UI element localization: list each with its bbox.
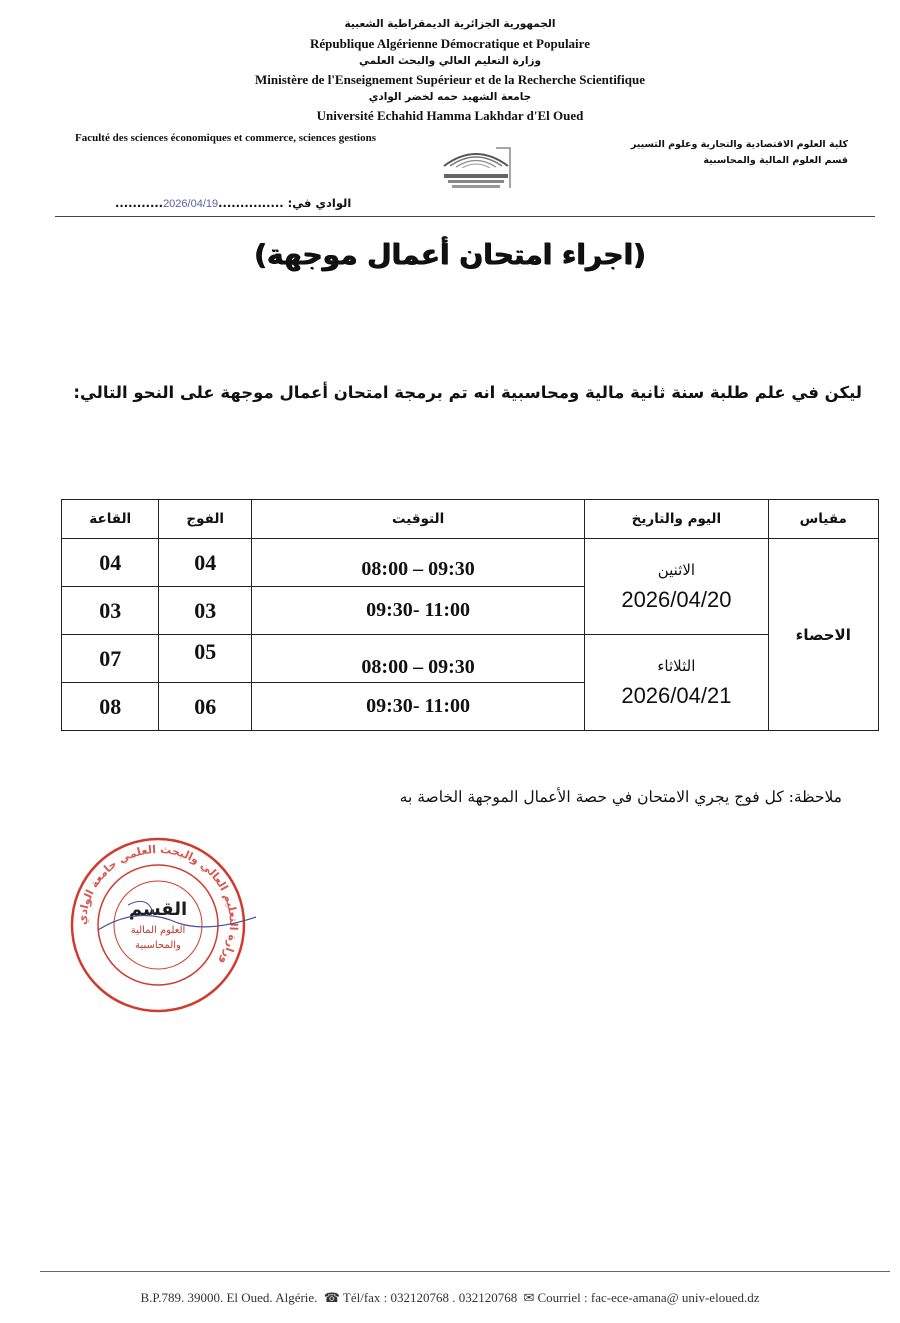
footer-tel: Tél/fax : 032120768 . 032120768 <box>342 1290 518 1305</box>
intro-text: ليكن في علم طلبة سنة ثانية مالية ومحاسبية انه تم برمجة امتحان أعمال موجهة على النحو التالي: <box>73 383 862 402</box>
ministry-fr: Ministère de l'Enseignement Supérieur et de la Recherche Scientifique <box>255 72 645 87</box>
footer <box>0 1290 900 1306</box>
room-cell: 04 <box>62 539 159 587</box>
republic-fr: République Algérienne Démocratique et Populaire <box>310 36 590 51</box>
room-cell: 03 <box>62 587 159 635</box>
header-group: الفوج <box>159 500 251 539</box>
day-name: الثلاثاء <box>657 656 696 675</box>
table-header-row <box>62 500 879 539</box>
date-prefix: الوادي في: <box>287 196 352 210</box>
republic-ar: الجمهورية الجزائرية الديمقراطية الشعبية <box>344 18 556 30</box>
footer-address: B.P.789. 39000. El Oued. Algérie. <box>140 1290 318 1305</box>
table-row <box>62 635 879 683</box>
faculty-ar-block <box>548 137 848 169</box>
page-title: (اجراء امتحان أعمال موجهة) <box>254 238 646 271</box>
day-date: 2026/04/20 <box>621 586 732 612</box>
group-cell: 04 <box>159 539 251 587</box>
table-row <box>62 539 879 587</box>
date-value: 2026/04/19 <box>163 198 219 210</box>
header-divider <box>55 216 875 217</box>
group-cell: 06 <box>159 683 251 731</box>
faculty-ar: كلية العلوم الاقتصادية والتجارية وعلوم التسيير <box>630 139 848 150</box>
time-cell: 11:00 -09:30 <box>251 587 584 635</box>
room-cell: 07 <box>62 635 159 683</box>
group-cell: 05 <box>159 635 251 683</box>
seal-center-line-1: العلوم المالية <box>130 925 186 936</box>
date-line <box>115 196 351 210</box>
ministry-ar: وزارة التعليم العالي والبحث العلمي <box>358 55 542 67</box>
day-date: 2026/04/21 <box>621 682 732 708</box>
schedule-table <box>61 499 879 731</box>
header-time: التوقيت <box>251 500 584 539</box>
note-text: ملاحظة: كل فوج يجري الامتحان في حصة الأعمال الموجهة الخاصة به <box>399 788 842 806</box>
header-day-date: اليوم والتاريخ <box>585 500 768 539</box>
date-dots-right: ............... <box>218 196 284 210</box>
university-ar: جامعة الشهيد حمه لخضر الوادي <box>368 91 532 103</box>
footer-email: Courriel : fac-ece-amana@ univ-eloued.dz <box>537 1290 760 1305</box>
university-logo-icon <box>436 140 516 194</box>
room-cell: 08 <box>62 683 159 731</box>
seal-center-line-2: والمحاسبية <box>135 940 181 951</box>
footer-divider <box>40 1271 890 1272</box>
time-cell: 09:30 – 08:00 <box>251 635 584 683</box>
telephone-icon: ☎ <box>323 1290 340 1305</box>
module-cell: الاحصاء <box>768 539 878 731</box>
day-cell <box>585 635 768 731</box>
department-ar: قسم العلوم المالية والمحاسبية <box>703 155 848 166</box>
seal-ring-text: وزارة التعليم العالي والبحث العلمي جامعة الوادي <box>75 842 241 967</box>
date-dots-left: ........... <box>115 196 164 210</box>
faculty-fr: Faculté des sciences économiques et commerce, sciences gestions <box>75 132 376 144</box>
day-name: الاثنين <box>657 560 696 579</box>
university-fr: Université Echahid Hamma Lakhdar d'El Oued <box>316 108 584 123</box>
time-cell: 09:30 – 08:00 <box>251 539 584 587</box>
header-room: القاعة <box>62 500 159 539</box>
seal-center-title: القسم <box>128 899 188 920</box>
group-cell: 03 <box>159 587 251 635</box>
day-cell <box>585 539 768 635</box>
time-cell: 11:00 -09:30 <box>251 683 584 731</box>
department-seal <box>58 835 258 1015</box>
header-module: مقياس <box>768 500 878 539</box>
envelope-icon: ✉ <box>523 1290 535 1305</box>
